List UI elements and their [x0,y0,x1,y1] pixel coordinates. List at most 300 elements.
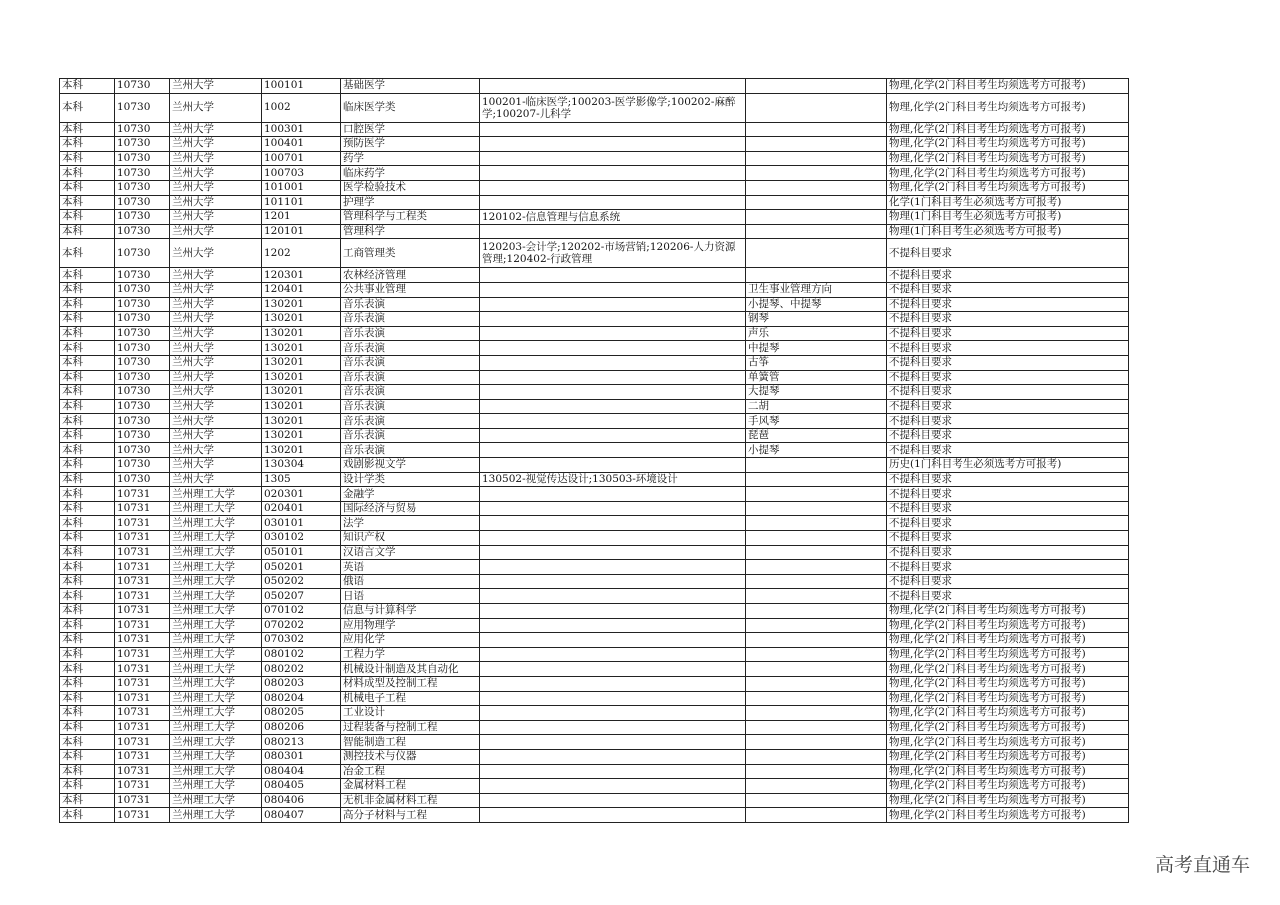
included-majors-cell [480,808,746,823]
school-name-cell: 兰州大学 [170,370,262,385]
major-code-cell: 080202 [262,662,341,677]
remark-cell [746,764,887,779]
school-name-cell: 兰州理工大学 [170,749,262,764]
major-name-cell: 预防医学 [341,137,480,152]
remark-cell [746,151,887,166]
school-code-cell: 10731 [115,604,170,619]
major-code-cell: 070202 [262,618,341,633]
remark-cell [746,618,887,633]
major-name-cell: 设计学类 [341,472,480,487]
major-code-cell: 020301 [262,487,341,502]
table-row [60,735,1129,750]
subject-requirement-cell: 不提科目要求 [887,589,1129,604]
included-majors-cell [480,195,746,210]
remark-cell [746,210,887,225]
school-code-cell: 10730 [115,166,170,181]
major-name-cell: 护理学 [341,195,480,210]
major-name-cell: 音乐表演 [341,443,480,458]
included-majors-cell [480,647,746,662]
major-name-cell: 工业设计 [341,706,480,721]
table-row [60,399,1129,414]
subject-requirement-cell: 物理,化学(2门科目考生均须选考方可报考) [887,93,1129,122]
table-row [60,676,1129,691]
level-cell: 本科 [60,764,115,779]
remark-cell [746,560,887,575]
school-code-cell: 10730 [115,122,170,137]
major-name-cell: 临床药学 [341,166,480,181]
school-code-cell: 10730 [115,137,170,152]
level-cell: 本科 [60,443,115,458]
table-row [60,443,1129,458]
subject-requirement-cell: 不提科目要求 [887,282,1129,297]
table-row [60,355,1129,370]
school-name-cell: 兰州理工大学 [170,779,262,794]
school-name-cell: 兰州大学 [170,355,262,370]
level-cell: 本科 [60,210,115,225]
subject-requirement-cell: 物理,化学(2门科目考生均须选考方可报考) [887,662,1129,677]
school-code-cell: 10731 [115,779,170,794]
included-majors-cell [480,735,746,750]
table-row [60,662,1129,677]
table-row [60,589,1129,604]
school-name-cell: 兰州理工大学 [170,516,262,531]
subject-requirement-cell: 物理,化学(2门科目考生均须选考方可报考) [887,779,1129,794]
school-name-cell: 兰州理工大学 [170,589,262,604]
table-row [60,93,1129,122]
level-cell: 本科 [60,735,115,750]
school-name-cell: 兰州理工大学 [170,662,262,677]
remark-cell [746,487,887,502]
school-code-cell: 10730 [115,151,170,166]
table-row [60,239,1129,268]
level-cell: 本科 [60,268,115,283]
remark-cell [746,589,887,604]
level-cell: 本科 [60,487,115,502]
major-name-cell: 机械设计制造及其自动化 [341,662,480,677]
major-name-cell: 金属材料工程 [341,779,480,794]
major-name-cell: 工程力学 [341,647,480,662]
major-code-cell: 1305 [262,472,341,487]
table-row [60,516,1129,531]
subject-requirement-cell: 不提科目要求 [887,428,1129,443]
major-code-cell: 130304 [262,458,341,473]
table-row [60,472,1129,487]
level-cell: 本科 [60,472,115,487]
major-code-cell: 100701 [262,151,341,166]
school-name-cell: 兰州大学 [170,458,262,473]
school-code-cell: 10731 [115,589,170,604]
major-code-cell: 080102 [262,647,341,662]
school-code-cell: 10730 [115,79,170,94]
included-majors-cell [480,341,746,356]
subject-requirement-cell: 物理,化学(2门科目考生均须选考方可报考) [887,604,1129,619]
level-cell: 本科 [60,691,115,706]
school-name-cell: 兰州大学 [170,326,262,341]
table-row [60,604,1129,619]
subject-requirement-cell: 物理,化学(2门科目考生均须选考方可报考) [887,706,1129,721]
school-code-cell: 10731 [115,676,170,691]
major-code-cell: 101101 [262,195,341,210]
school-code-cell: 10730 [115,210,170,225]
school-name-cell: 兰州大学 [170,341,262,356]
included-majors-cell [480,399,746,414]
remark-cell: 中提琴 [746,341,887,356]
table-row [60,633,1129,648]
subject-requirement-cell: 物理,化学(2门科目考生均须选考方可报考) [887,79,1129,94]
remark-cell [746,79,887,94]
remark-cell [746,574,887,589]
major-name-cell: 过程装备与控制工程 [341,720,480,735]
level-cell: 本科 [60,633,115,648]
table-row [60,720,1129,735]
major-code-cell: 130201 [262,312,341,327]
remark-cell: 卫生事业管理方向 [746,282,887,297]
remark-cell [746,180,887,195]
major-name-cell: 公共事业管理 [341,282,480,297]
school-code-cell: 10730 [115,93,170,122]
table-row [60,268,1129,283]
major-name-cell: 工商管理类 [341,239,480,268]
included-majors-cell [480,720,746,735]
included-majors-cell [480,151,746,166]
school-code-cell: 10730 [115,312,170,327]
major-name-cell: 法学 [341,516,480,531]
school-name-cell: 兰州大学 [170,122,262,137]
level-cell: 本科 [60,195,115,210]
subject-requirement-cell: 不提科目要求 [887,414,1129,429]
school-code-cell: 10730 [115,297,170,312]
school-code-cell: 10730 [115,370,170,385]
level-cell: 本科 [60,414,115,429]
level-cell: 本科 [60,137,115,152]
major-name-cell: 农林经济管理 [341,268,480,283]
subject-requirement-cell: 不提科目要求 [887,560,1129,575]
watermark-text: 高考直通车 [1154,854,1250,876]
subject-requirement-cell: 不提科目要求 [887,399,1129,414]
table-row [60,180,1129,195]
table-row [60,793,1129,808]
school-code-cell: 10730 [115,195,170,210]
level-cell: 本科 [60,428,115,443]
included-majors-cell [480,633,746,648]
level-cell: 本科 [60,180,115,195]
major-code-cell: 080204 [262,691,341,706]
major-code-cell: 130201 [262,370,341,385]
major-code-cell: 080406 [262,793,341,808]
school-code-cell: 10730 [115,443,170,458]
major-code-cell: 120401 [262,282,341,297]
major-code-cell: 050202 [262,574,341,589]
subject-requirement-cell: 不提科目要求 [887,531,1129,546]
subject-requirement-cell: 不提科目要求 [887,385,1129,400]
school-code-cell: 10731 [115,647,170,662]
subject-requirement-cell: 物理,化学(2门科目考生均须选考方可报考) [887,676,1129,691]
remark-cell: 琵琶 [746,428,887,443]
included-majors-cell [480,691,746,706]
included-majors-cell [480,326,746,341]
remark-cell [746,793,887,808]
school-name-cell: 兰州大学 [170,472,262,487]
school-name-cell: 兰州大学 [170,385,262,400]
school-name-cell: 兰州理工大学 [170,574,262,589]
major-code-cell: 1002 [262,93,341,122]
school-code-cell: 10731 [115,691,170,706]
school-code-cell: 10731 [115,749,170,764]
level-cell: 本科 [60,312,115,327]
school-name-cell: 兰州理工大学 [170,676,262,691]
level-cell: 本科 [60,676,115,691]
school-name-cell: 兰州大学 [170,137,262,152]
school-code-cell: 10730 [115,414,170,429]
included-majors-cell [480,618,746,633]
subject-requirement-cell: 不提科目要求 [887,472,1129,487]
table-row [60,706,1129,721]
included-majors-cell: 130502-视觉传达设计;130503-环境设计 [480,472,746,487]
major-name-cell: 高分子材料与工程 [341,808,480,823]
included-majors-cell [480,370,746,385]
major-name-cell: 音乐表演 [341,385,480,400]
major-name-cell: 汉语言文学 [341,545,480,560]
remark-cell [746,166,887,181]
major-name-cell: 英语 [341,560,480,575]
remark-cell [746,633,887,648]
major-name-cell: 音乐表演 [341,414,480,429]
level-cell: 本科 [60,501,115,516]
school-name-cell: 兰州理工大学 [170,545,262,560]
included-majors-cell [480,793,746,808]
school-code-cell: 10731 [115,516,170,531]
level-cell: 本科 [60,662,115,677]
school-code-cell: 10730 [115,180,170,195]
remark-cell: 大提琴 [746,385,887,400]
subject-requirement-cell: 物理,化学(2门科目考生均须选考方可报考) [887,633,1129,648]
school-name-cell: 兰州理工大学 [170,764,262,779]
level-cell: 本科 [60,385,115,400]
subject-requirement-cell: 不提科目要求 [887,370,1129,385]
major-name-cell: 音乐表演 [341,399,480,414]
table-row [60,560,1129,575]
remark-cell [746,779,887,794]
level-cell: 本科 [60,151,115,166]
subject-requirement-cell: 物理,化学(2门科目考生均须选考方可报考) [887,793,1129,808]
table-row [60,428,1129,443]
major-name-cell: 无机非金属材料工程 [341,793,480,808]
table-row [60,808,1129,823]
level-cell: 本科 [60,355,115,370]
table-row [60,282,1129,297]
level-cell: 本科 [60,326,115,341]
remark-cell [746,691,887,706]
level-cell: 本科 [60,341,115,356]
major-code-cell: 070102 [262,604,341,619]
subject-requirement-cell: 物理,化学(2门科目考生均须选考方可报考) [887,735,1129,750]
included-majors-cell [480,355,746,370]
included-majors-cell [480,560,746,575]
table-row [60,122,1129,137]
subject-requirement-cell: 物理,化学(2门科目考生均须选考方可报考) [887,166,1129,181]
included-majors-cell [480,676,746,691]
major-name-cell: 知识产权 [341,531,480,546]
table-row [60,166,1129,181]
level-cell: 本科 [60,720,115,735]
major-code-cell: 080404 [262,764,341,779]
level-cell: 本科 [60,458,115,473]
school-name-cell: 兰州大学 [170,443,262,458]
school-name-cell: 兰州大学 [170,297,262,312]
level-cell: 本科 [60,808,115,823]
level-cell: 本科 [60,122,115,137]
major-name-cell: 信息与计算科学 [341,604,480,619]
remark-cell [746,268,887,283]
subject-requirement-cell: 物理,化学(2门科目考生均须选考方可报考) [887,647,1129,662]
major-name-cell: 音乐表演 [341,341,480,356]
remark-cell [746,531,887,546]
school-name-cell: 兰州理工大学 [170,647,262,662]
table-row [60,779,1129,794]
remark-cell [746,749,887,764]
school-name-cell: 兰州大学 [170,399,262,414]
major-name-cell: 国际经济与贸易 [341,501,480,516]
subject-requirement-cell: 不提科目要求 [887,326,1129,341]
major-code-cell: 130201 [262,341,341,356]
level-cell: 本科 [60,370,115,385]
school-name-cell: 兰州大学 [170,195,262,210]
included-majors-cell [480,312,746,327]
table-row [60,501,1129,516]
major-name-cell: 音乐表演 [341,355,480,370]
level-cell: 本科 [60,618,115,633]
included-majors-cell [480,224,746,239]
table-row [60,487,1129,502]
remark-cell [746,647,887,662]
major-code-cell: 070302 [262,633,341,648]
major-name-cell: 音乐表演 [341,297,480,312]
subject-requirement-cell: 不提科目要求 [887,268,1129,283]
major-name-cell: 管理科学与工程类 [341,210,480,225]
subject-requirement-cell: 不提科目要求 [887,297,1129,312]
level-cell: 本科 [60,574,115,589]
major-name-cell: 医学检验技术 [341,180,480,195]
included-majors-cell [480,458,746,473]
school-name-cell: 兰州理工大学 [170,633,262,648]
remark-cell: 手风琴 [746,414,887,429]
school-name-cell: 兰州大学 [170,312,262,327]
level-cell: 本科 [60,779,115,794]
school-name-cell: 兰州大学 [170,282,262,297]
included-majors-cell [480,414,746,429]
major-code-cell: 120101 [262,224,341,239]
school-code-cell: 10731 [115,706,170,721]
table-row [60,224,1129,239]
table-row [60,312,1129,327]
included-majors-cell [480,166,746,181]
remark-cell [746,137,887,152]
included-majors-cell [480,137,746,152]
included-majors-cell [480,779,746,794]
major-code-cell: 100101 [262,79,341,94]
table-row [60,326,1129,341]
school-name-cell: 兰州理工大学 [170,793,262,808]
included-majors-cell [480,516,746,531]
major-name-cell: 管理科学 [341,224,480,239]
major-name-cell: 药学 [341,151,480,166]
level-cell: 本科 [60,604,115,619]
major-code-cell: 120301 [262,268,341,283]
major-code-cell: 130201 [262,443,341,458]
subject-requirement-cell: 物理,化学(2门科目考生均须选考方可报考) [887,180,1129,195]
included-majors-cell [480,545,746,560]
included-majors-cell [480,282,746,297]
level-cell: 本科 [60,749,115,764]
table-row [60,458,1129,473]
major-name-cell: 音乐表演 [341,370,480,385]
major-code-cell: 080405 [262,779,341,794]
level-cell: 本科 [60,224,115,239]
level-cell: 本科 [60,560,115,575]
major-name-cell: 应用物理学 [341,618,480,633]
school-code-cell: 10731 [115,618,170,633]
school-code-cell: 10731 [115,545,170,560]
remark-cell [746,195,887,210]
remark-cell [746,472,887,487]
included-majors-cell [480,574,746,589]
school-code-cell: 10730 [115,399,170,414]
major-code-cell: 080213 [262,735,341,750]
school-name-cell: 兰州大学 [170,79,262,94]
included-majors-cell [480,604,746,619]
major-code-cell: 130201 [262,428,341,443]
level-cell: 本科 [60,282,115,297]
school-name-cell: 兰州理工大学 [170,735,262,750]
included-majors-cell [480,706,746,721]
table-row [60,545,1129,560]
school-code-cell: 10730 [115,355,170,370]
major-name-cell: 临床医学类 [341,93,480,122]
subject-requirement-cell: 物理(1门科目考生必须选考方可报考) [887,224,1129,239]
table-row [60,691,1129,706]
level-cell: 本科 [60,239,115,268]
school-name-cell: 兰州大学 [170,224,262,239]
included-majors-cell [480,531,746,546]
table-row [60,385,1129,400]
subject-requirement-cell: 物理,化学(2门科目考生均须选考方可报考) [887,618,1129,633]
remark-cell [746,604,887,619]
included-majors-cell: 100201-临床医学;100203-医学影像学;100202-麻醉学;100207-儿科学 [480,93,746,122]
major-code-cell: 100703 [262,166,341,181]
admission-requirements-table [59,78,1129,823]
major-name-cell: 机械电子工程 [341,691,480,706]
major-name-cell: 音乐表演 [341,428,480,443]
level-cell: 本科 [60,79,115,94]
subject-requirement-cell: 物理,化学(2门科目考生均须选考方可报考) [887,137,1129,152]
major-name-cell: 智能制造工程 [341,735,480,750]
subject-requirement-cell: 物理,化学(2门科目考生均须选考方可报考) [887,151,1129,166]
subject-requirement-cell: 物理,化学(2门科目考生均须选考方可报考) [887,691,1129,706]
subject-requirement-cell: 不提科目要求 [887,516,1129,531]
major-name-cell: 音乐表演 [341,312,480,327]
school-name-cell: 兰州大学 [170,268,262,283]
major-name-cell: 应用化学 [341,633,480,648]
school-name-cell: 兰州大学 [170,239,262,268]
school-name-cell: 兰州理工大学 [170,604,262,619]
remark-cell: 小提琴、中提琴 [746,297,887,312]
remark-cell: 钢琴 [746,312,887,327]
school-name-cell: 兰州理工大学 [170,487,262,502]
major-code-cell: 050201 [262,560,341,575]
included-majors-cell [480,749,746,764]
school-code-cell: 10730 [115,472,170,487]
major-code-cell: 080206 [262,720,341,735]
